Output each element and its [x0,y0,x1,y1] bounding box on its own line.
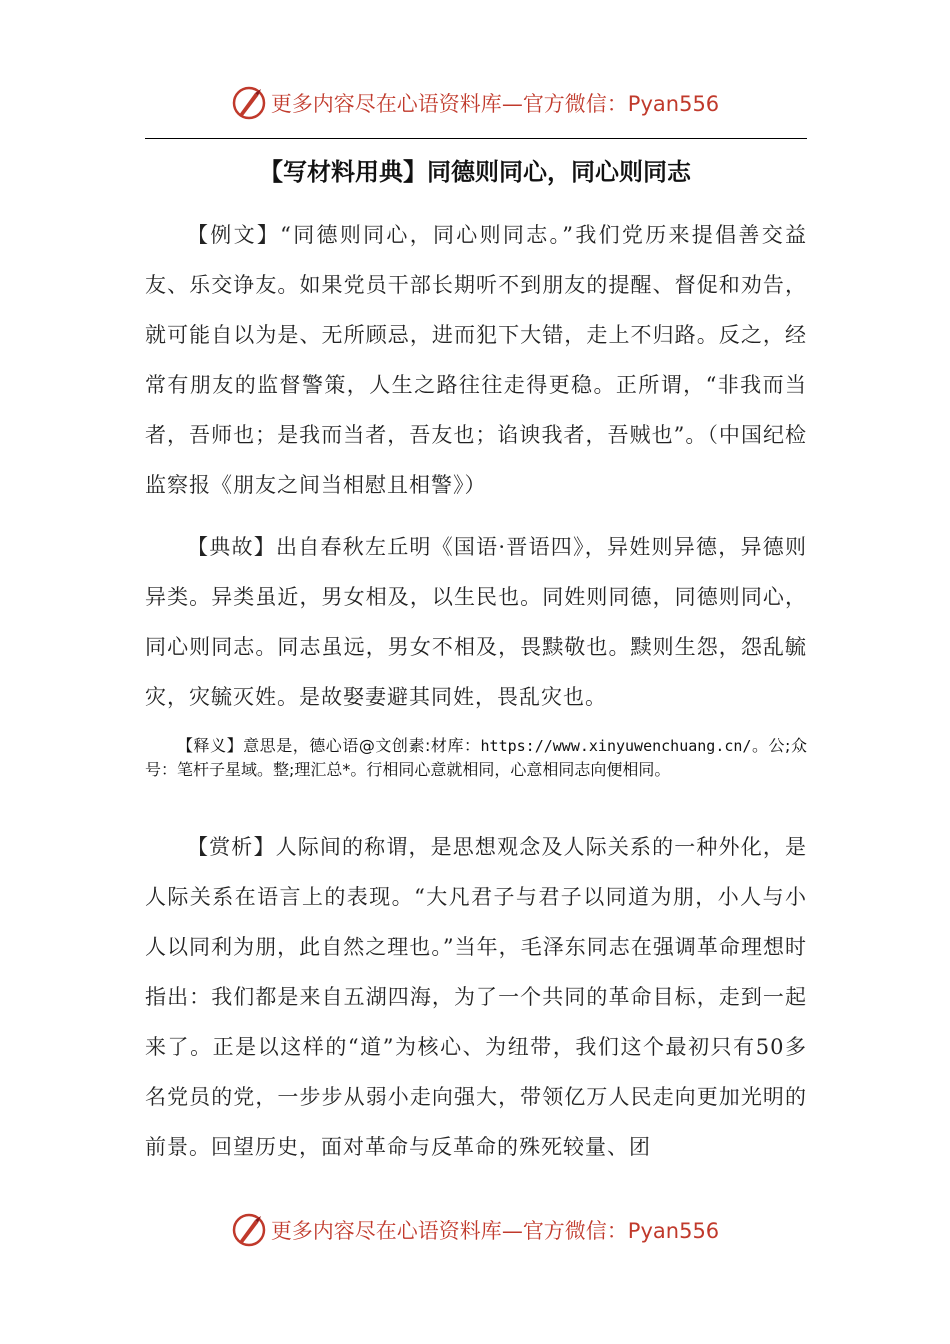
page-title: 【写材料用典】同德则同心，同心则同志 [259,158,691,186]
quill-logo-icon [231,85,267,121]
meaning-paragraph [145,734,807,782]
meaning-prefix: 【释义】意思是，德心语@文创素:材库： [177,736,481,755]
meaning-url: https://www.xinyuwenchuang.cn/ [480,737,752,755]
header-wechat: 官方微信：Pyan556 [522,92,720,116]
header-divider [145,138,807,139]
footer-banner [0,1210,950,1250]
header-brand: 更多内容尽在心语资料库 [270,92,502,116]
allusion-paragraph: 【典故】出自春秋左丘明《国语·晋语四》，异姓则异德，异德则异类。异类虽近，男女相及，以生民也。同姓则同德，同德则同心，同心则同志。同志虽远，男女不相及，畏黩敬也。黩则生怨，怨乱毓灾，灾毓灭姓。是故娶妻避其同姓，畏乱灾也。 [145,535,807,709]
footer-wechat: 官方微信：Pyan556 [522,1219,720,1243]
footer-brand: 更多内容尽在心语资料库 [270,1219,502,1243]
header-separator: — [501,92,523,116]
meaning-suffix: 。公;众号：笔杆子星域。整;理汇总*。行相同心意就相同，心意相同志向便相同。 [145,736,807,779]
footer-separator: — [501,1219,523,1243]
analysis-paragraph: 【赏析】人际间的称谓，是思想观念及人际关系的一种外化，是人际关系在语言上的表现。“大凡君子与君子以同道为朋，小人与小人以同利为朋，此自然之理也。”当年，毛泽东同志在强调革命理想时指出：我们都是来自五湖四海，为了一个共同的革命目标，走到一起来了。正是以这样的“道”为核心、为纽带，我们这个最初只有50多名党员的党，一步步从弱小走向强大，带领亿万人民走向更加光明的前景。回望历史，面对革命与反革命的殊死较量、团 [145,835,807,1159]
header-banner [0,83,950,123]
quill-logo-icon [231,1212,267,1248]
example-paragraph: 【例文】“同德则同心，同心则同志。”我们党历来提倡善交益友、乐交诤友。如果党员干部长期听不到朋友的提醒、督促和劝告，就可能自以为是、无所顾忌，进而犯下大错，走上不归路。反之，经常有朋友的监督警策，人生之路往往走得更稳。正所谓，“非我而当者，吾师也；是我而当者，吾友也；谄谀我者，吾贼也”。（中国纪检监察报《朋友之间当相慰且相警》） [145,223,807,497]
